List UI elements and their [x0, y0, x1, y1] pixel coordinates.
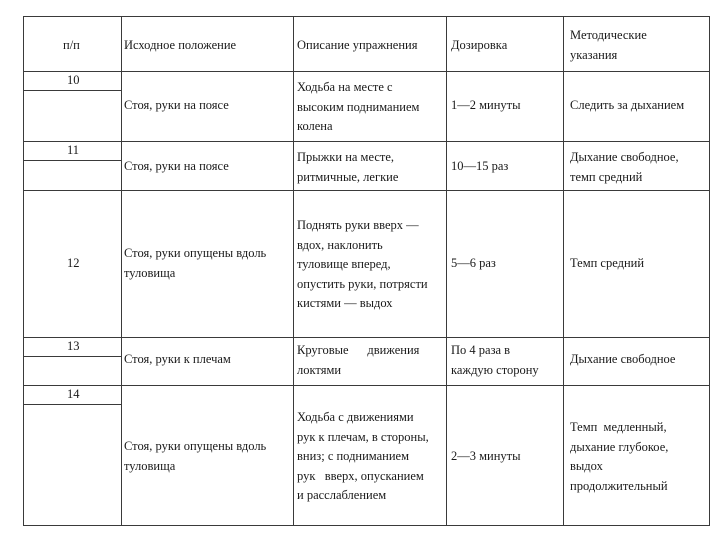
row-14-dosage: 2—3 минуты: [451, 449, 521, 463]
header-notes-line1: Методические: [570, 28, 647, 42]
row-11-dosage: 10—15 раз: [451, 159, 509, 173]
row-11-num: 11: [67, 143, 80, 157]
header-notes: [570, 26, 647, 65]
row-10-notes: Следить за дыханием: [570, 98, 685, 112]
row-14-notes: Темп медленный, дыхание глубокое, выдох продолжительный: [570, 420, 669, 493]
row-10-description: Ходьба на месте с высоким подниманием колена: [297, 80, 420, 133]
row-12-position: Стоя, руки опущены вдоль туловища: [124, 246, 267, 280]
row-10-position: Стоя, руки на поясе: [124, 98, 229, 112]
row-14-num: 14: [67, 387, 80, 401]
header-dosage: Дозировка: [451, 38, 508, 52]
row-11-position: Стоя, руки на поясе: [124, 159, 229, 173]
row-12-notes: Темп средний: [570, 256, 645, 270]
row-12-dosage: 5—6 раз: [451, 256, 496, 270]
row-11-notes: Дыхание свободное, темп средний: [570, 150, 679, 184]
header-position: Исходное положение: [124, 38, 237, 52]
row-13-dosage: По 4 раза в каждую сторону: [451, 343, 539, 377]
row-12-description: Поднять руки вверх — вдох, наклонить туловище вперед, опустить руки, потрясти кистями — выдох: [297, 218, 428, 310]
row-10-num: 10: [67, 73, 80, 87]
row-12-num: 12: [67, 256, 80, 270]
row-13-notes: Дыхание свободное: [570, 352, 676, 366]
row-13-position: Стоя, руки к плечам: [124, 352, 231, 366]
header-num: п/п: [63, 38, 80, 52]
row-11-description: Прыжки на месте, ритмичные, легкие: [297, 150, 399, 184]
header-description: Описание упражнения: [297, 38, 418, 52]
row-14-position: Стоя, руки опущены вдоль туловища: [124, 439, 267, 473]
row-13-num: 13: [67, 339, 80, 353]
row-14-description: Ходьба с движениями рук к плечам, в стороны, вниз; с подниманием рук вверх, опусканием и расслаблением: [297, 410, 429, 502]
row-13-description: Круговые движения локтями: [297, 343, 420, 377]
header-notes-line2: указания: [570, 47, 618, 62]
row-10-dosage: 1—2 минуты: [451, 98, 521, 112]
